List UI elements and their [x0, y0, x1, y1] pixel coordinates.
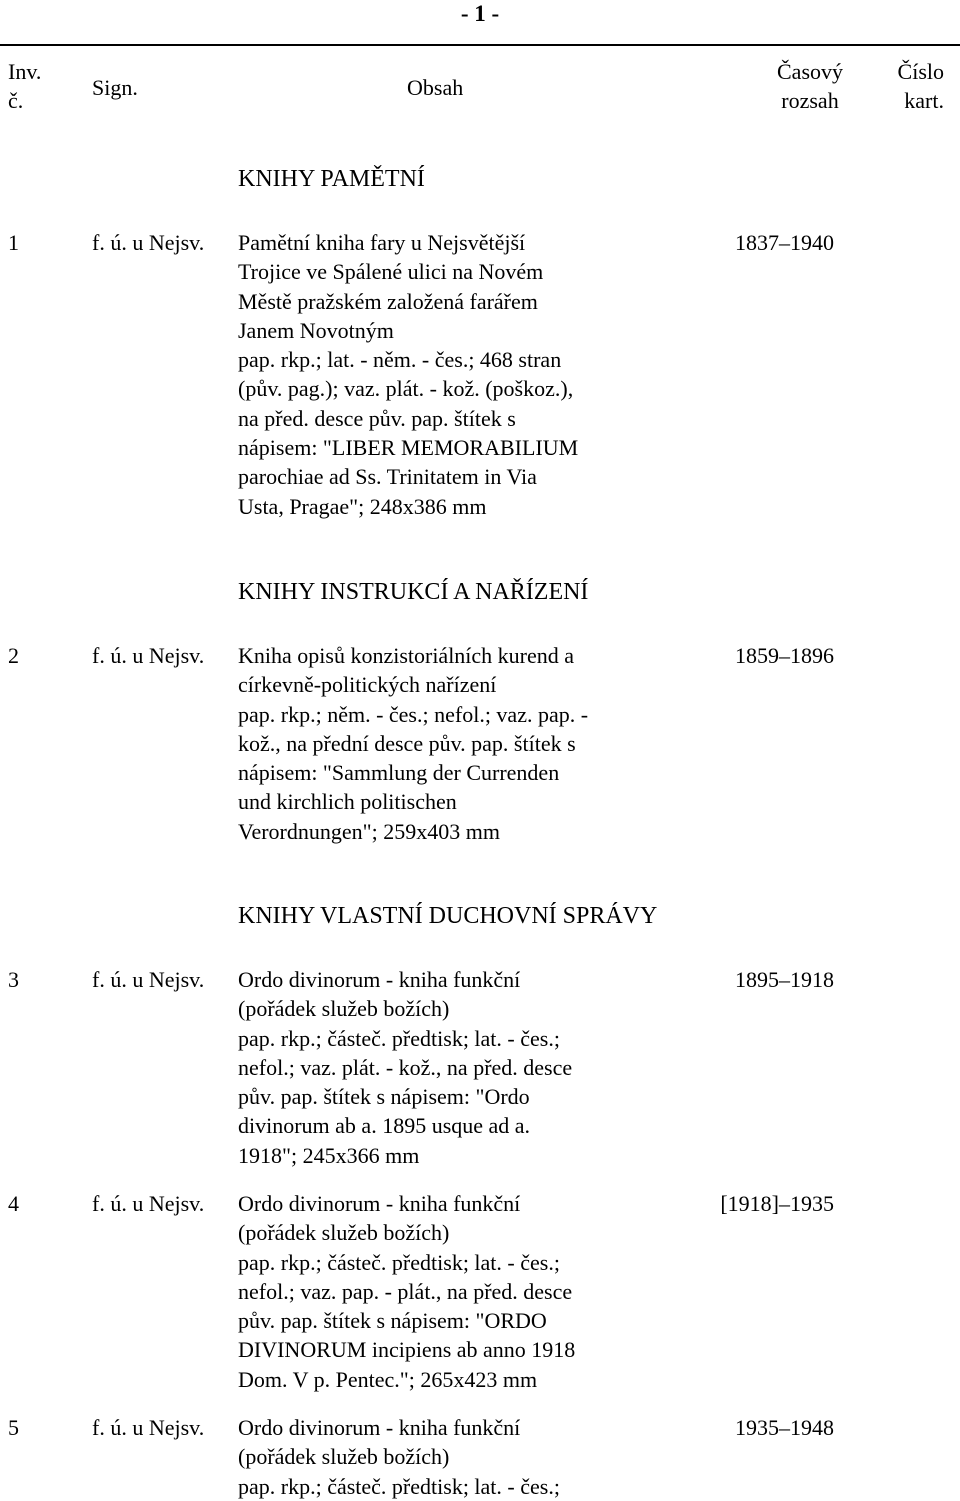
- entry-number: 2: [8, 643, 19, 668]
- entry-number: 1: [8, 230, 19, 255]
- entry-description: [238, 228, 658, 521]
- entry-time-range: 1895–1918: [735, 967, 834, 992]
- entry-line: Kniha opisů konzistoriálních kurend a: [238, 643, 575, 668]
- entry-line: pap. rkp.; částeč. předtisk; lat. - čes.;: [238, 1473, 560, 1499]
- entry-signature: f. ú. u Nejsv.: [92, 230, 205, 255]
- entry-number: 4: [8, 1191, 19, 1216]
- column-header-time-range: [770, 57, 850, 115]
- entry-signature: f. ú. u Nejsv.: [92, 1415, 205, 1440]
- entry-time-range: 1935–1948: [735, 1415, 834, 1440]
- entry-line: divinorum ab a. 1895 usque ad a.: [238, 1113, 531, 1139]
- entry-description: [238, 1413, 658, 1501]
- entry-line: (pořádek služeb božích): [238, 996, 450, 1022]
- entry-line: Trojice ve Spálené ulici na Novém: [238, 259, 544, 285]
- entry-description: [238, 965, 658, 1170]
- entry-line: církevně-politických nařízení: [238, 672, 497, 698]
- entry-time-range: [1918]–1935: [720, 1191, 834, 1216]
- entry-line: und kirchlich politischen: [238, 789, 457, 815]
- entry-line: nefol.; vaz. plát. - kož., na před. desce: [238, 1054, 573, 1080]
- entry-line: pap. rkp.; lat. - něm. - čes.; 468 stran: [238, 347, 562, 373]
- entry-line: Ordo divinorum - kniha funkční: [238, 1415, 521, 1440]
- column-header-content: Obsah: [407, 75, 464, 100]
- column-header-inventory-line2: č.: [8, 88, 24, 113]
- page-number: - 1 -: [460, 1, 500, 26]
- entry-signature: f. ú. u Nejsv.: [92, 643, 205, 668]
- entry-description: [238, 1189, 658, 1394]
- column-header-card-line2: kart.: [904, 88, 944, 113]
- entry-signature: f. ú. u Nejsv.: [92, 967, 205, 992]
- entry-number: 3: [8, 967, 19, 992]
- entry-line: Ordo divinorum - kniha funkční: [238, 967, 521, 992]
- entry-line: nápisem: "Sammlung der Currenden: [238, 760, 560, 786]
- entry-line: Ordo divinorum - kniha funkční: [238, 1191, 521, 1216]
- column-header-inventory: [8, 57, 41, 115]
- entry-line: Janem Novotným: [238, 317, 394, 343]
- entry-line: Verordnungen"; 259x403 mm: [238, 818, 500, 844]
- entry-time-range: 1859–1896: [735, 643, 834, 668]
- entry-description: [238, 641, 658, 846]
- entry-line: Usta, Pragae"; 248x386 mm: [238, 493, 487, 519]
- column-header-card-number: [880, 57, 944, 115]
- column-header-time-line2: rozsah: [781, 88, 839, 113]
- entry-line: Dom. V p. Pentec."; 265x423 mm: [238, 1366, 538, 1392]
- entry-line: nápisem: "LIBER MEMORABILIUM: [238, 435, 579, 461]
- section-title-knihy-pametni: KNIHY PAMĚTNÍ: [238, 166, 425, 192]
- entry-line: pův. pap. štítek s nápisem: "Ordo: [238, 1084, 530, 1110]
- section-title-knihy-vlastni: KNIHY VLASTNÍ DUCHOVNÍ SPRÁVY: [238, 903, 658, 929]
- column-header-time-line1: Časový: [777, 59, 843, 84]
- entry-line: Pamětní kniha fary u Nejsvětější: [238, 230, 526, 255]
- column-header-card-line1: Číslo: [897, 59, 944, 84]
- entry-line: (pův. pag.); vaz. plát. - kož. (poškoz.),: [238, 376, 574, 402]
- column-header-inventory-line1: Inv.: [8, 59, 42, 84]
- header-rule: [0, 44, 960, 46]
- section-title-knihy-instrukci: KNIHY INSTRUKCÍ A NAŘÍZENÍ: [238, 579, 589, 605]
- entry-line: kož., na přední desce pův. pap. štítek s: [238, 730, 576, 756]
- entry-line: pap. rkp.; něm. - čes.; nefol.; vaz. pap. -: [238, 701, 589, 727]
- entry-line: na před. desce pův. pap. štítek s: [238, 405, 516, 431]
- entry-line: pap. rkp.; částeč. předtisk; lat. - čes.;: [238, 1025, 560, 1051]
- entry-time-range: 1837–1940: [735, 230, 834, 255]
- entry-line: pův. pap. štítek s nápisem: "ORDO: [238, 1308, 547, 1334]
- entry-line: DIVINORUM incipiens ab anno 1918: [238, 1337, 576, 1363]
- entry-line: parochiae ad Ss. Trinitatem in Via: [238, 464, 537, 490]
- entry-line: Městě pražském založená farářem: [238, 288, 538, 314]
- entry-line: (pořádek služeb božích): [238, 1444, 450, 1470]
- entry-signature: f. ú. u Nejsv.: [92, 1191, 205, 1216]
- entry-line: 1918"; 245x366 mm: [238, 1142, 420, 1168]
- column-header-signature: Sign.: [92, 75, 138, 100]
- entry-line: nefol.; vaz. pap. - plát., na před. desce: [238, 1278, 573, 1304]
- entry-line: pap. rkp.; částeč. předtisk; lat. - čes.;: [238, 1249, 560, 1275]
- entry-line: (pořádek služeb božích): [238, 1220, 450, 1246]
- entry-number: 5: [8, 1415, 19, 1440]
